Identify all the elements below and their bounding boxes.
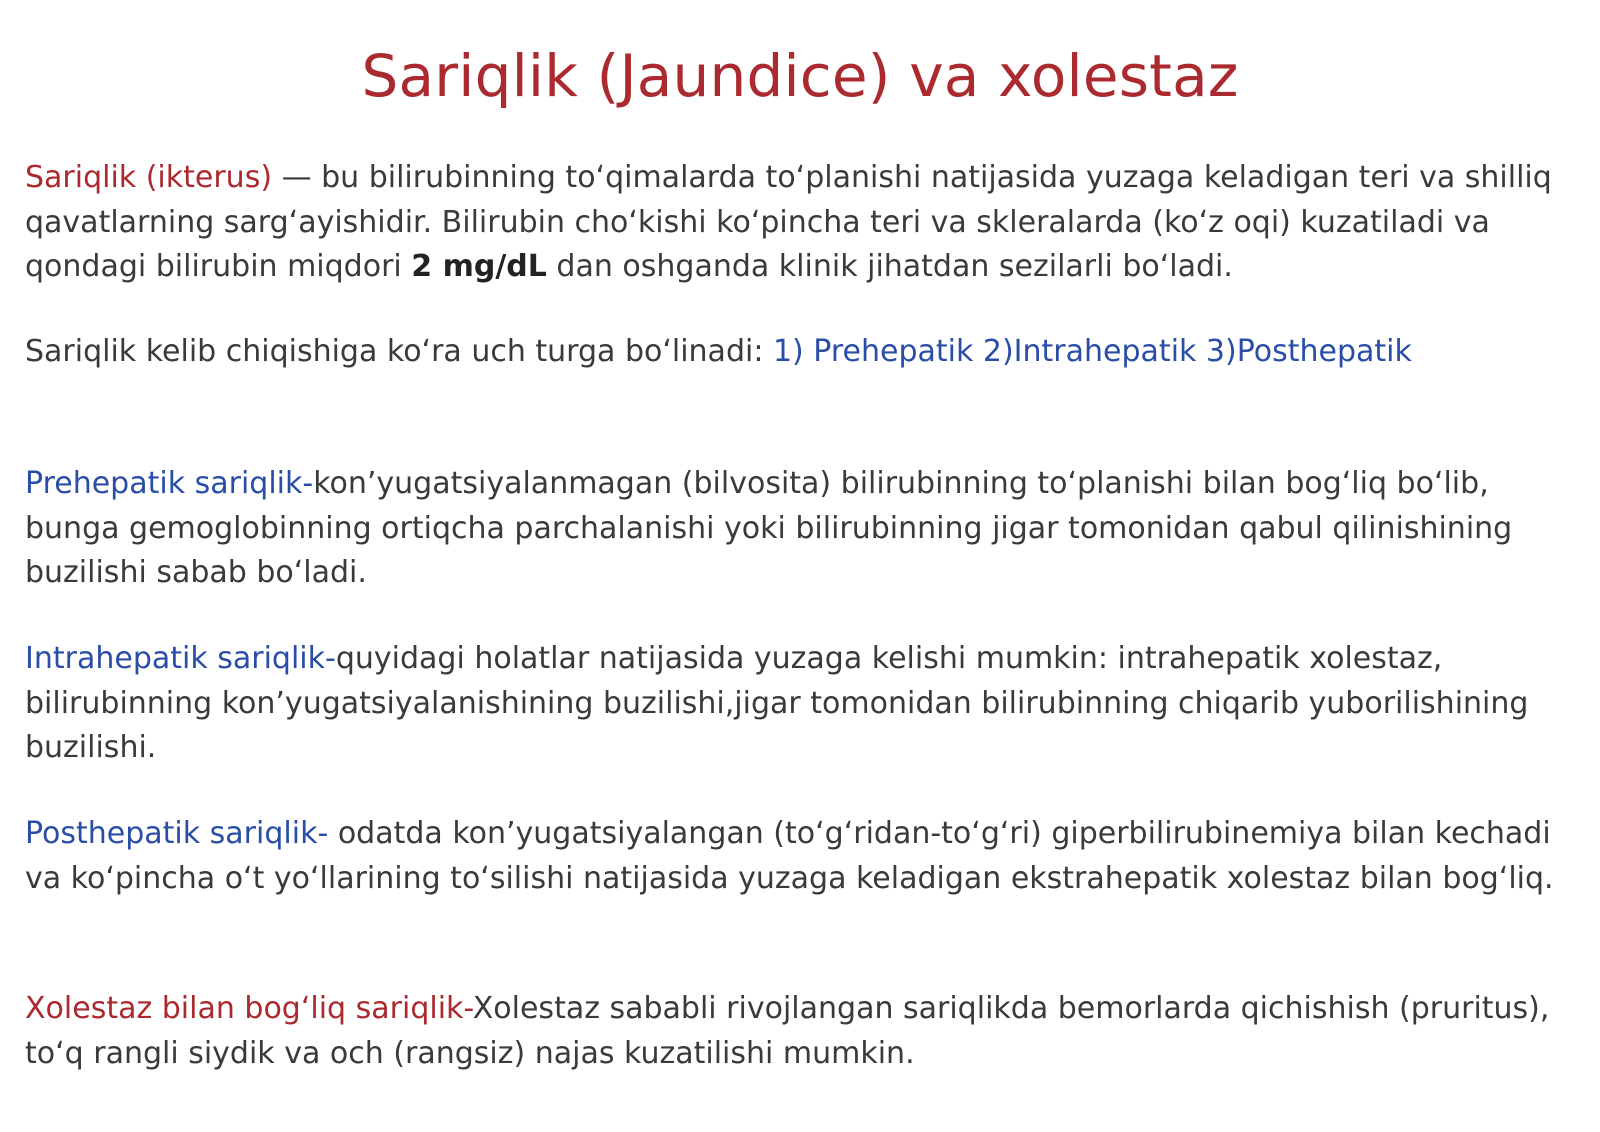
page-title: Sariqlik (Jaundice) va xolestaz	[361, 42, 1239, 110]
bilirubin-threshold: 2 mg/dL	[411, 249, 547, 284]
term-sariqlik-ikterus: Sariqlik (ikterus)	[25, 160, 273, 195]
term-cholestasis-jaundice: Xolestaz bilan bog‘liq sariqlik-	[25, 991, 473, 1026]
posthepatic-paragraph	[25, 812, 1570, 901]
intrahepatic-text: quyidagi holatlar natijasida yuzaga kelishi mumkin: intrahepatik xolestaz, bilirubinning kon’yugatsiyalanishining buzilishi,jigar tomonidan bilirubinning chiqarib yuborilishining buzilishi.	[25, 641, 1529, 765]
prehepatic-paragraph	[25, 462, 1570, 596]
cholestasis-text: Xolestaz sababli rivojlangan sariqlikda bemorlarda qichishish (pruritus), to‘q rangli siydik va och (rangsiz) najas kuzatilishi mumkin.	[25, 991, 1550, 1071]
term-posthepatic: Posthepatik sariqlik-	[25, 816, 329, 851]
types-text: Sariqlik kelib chiqishiga ko‘ra uch turga bo‘linadi:	[25, 334, 773, 369]
intro-text-2: dan oshganda klinik jihatdan sezilarli bo‘ladi.	[546, 249, 1233, 284]
types-paragraph	[25, 330, 1570, 375]
term-prehepatic: Prehepatik sariqlik-	[25, 466, 314, 501]
intrahepatic-paragraph	[25, 637, 1570, 771]
types-list: 1) Prehepatik 2)Intrahepatik 3)Posthepatik	[772, 334, 1412, 369]
posthepatic-text: odatda kon’yugatsiyalangan (to‘g‘ridan-to‘g‘ri) giperbilirubinemiya bilan kechadi va ko‘pincha o‘t yo‘llarining to‘silishi natijasida yuzaga keladigan ekstrahepatik xolestaz bilan bog‘liq.	[25, 816, 1554, 896]
cholestasis-paragraph	[25, 987, 1570, 1076]
term-intrahepatic: Intrahepatik sariqlik-	[25, 641, 336, 676]
intro-paragraph	[25, 156, 1570, 290]
intro-text-1: — bu bilirubinning to‘qimalarda to‘planishi natijasida yuzaga keladigan teri va shilliq qavatlarning sarg‘ayishidir. Bilirubin cho‘kishi ko‘pincha teri va skleralarda (ko‘z oqi) kuzatiladi va qondagi bilirubin miqdori	[25, 160, 1552, 284]
prehepatic-text: kon’yugatsiyalanmagan (bilvosita) bilirubinning to‘planishi bilan bog‘liq bo‘lib, bunga gemoglobinning ortiqcha parchalanishi yoki bilirubinning jigar tomonidan qabul qilinishining buzilishi sabab bo‘ladi.	[25, 466, 1513, 590]
